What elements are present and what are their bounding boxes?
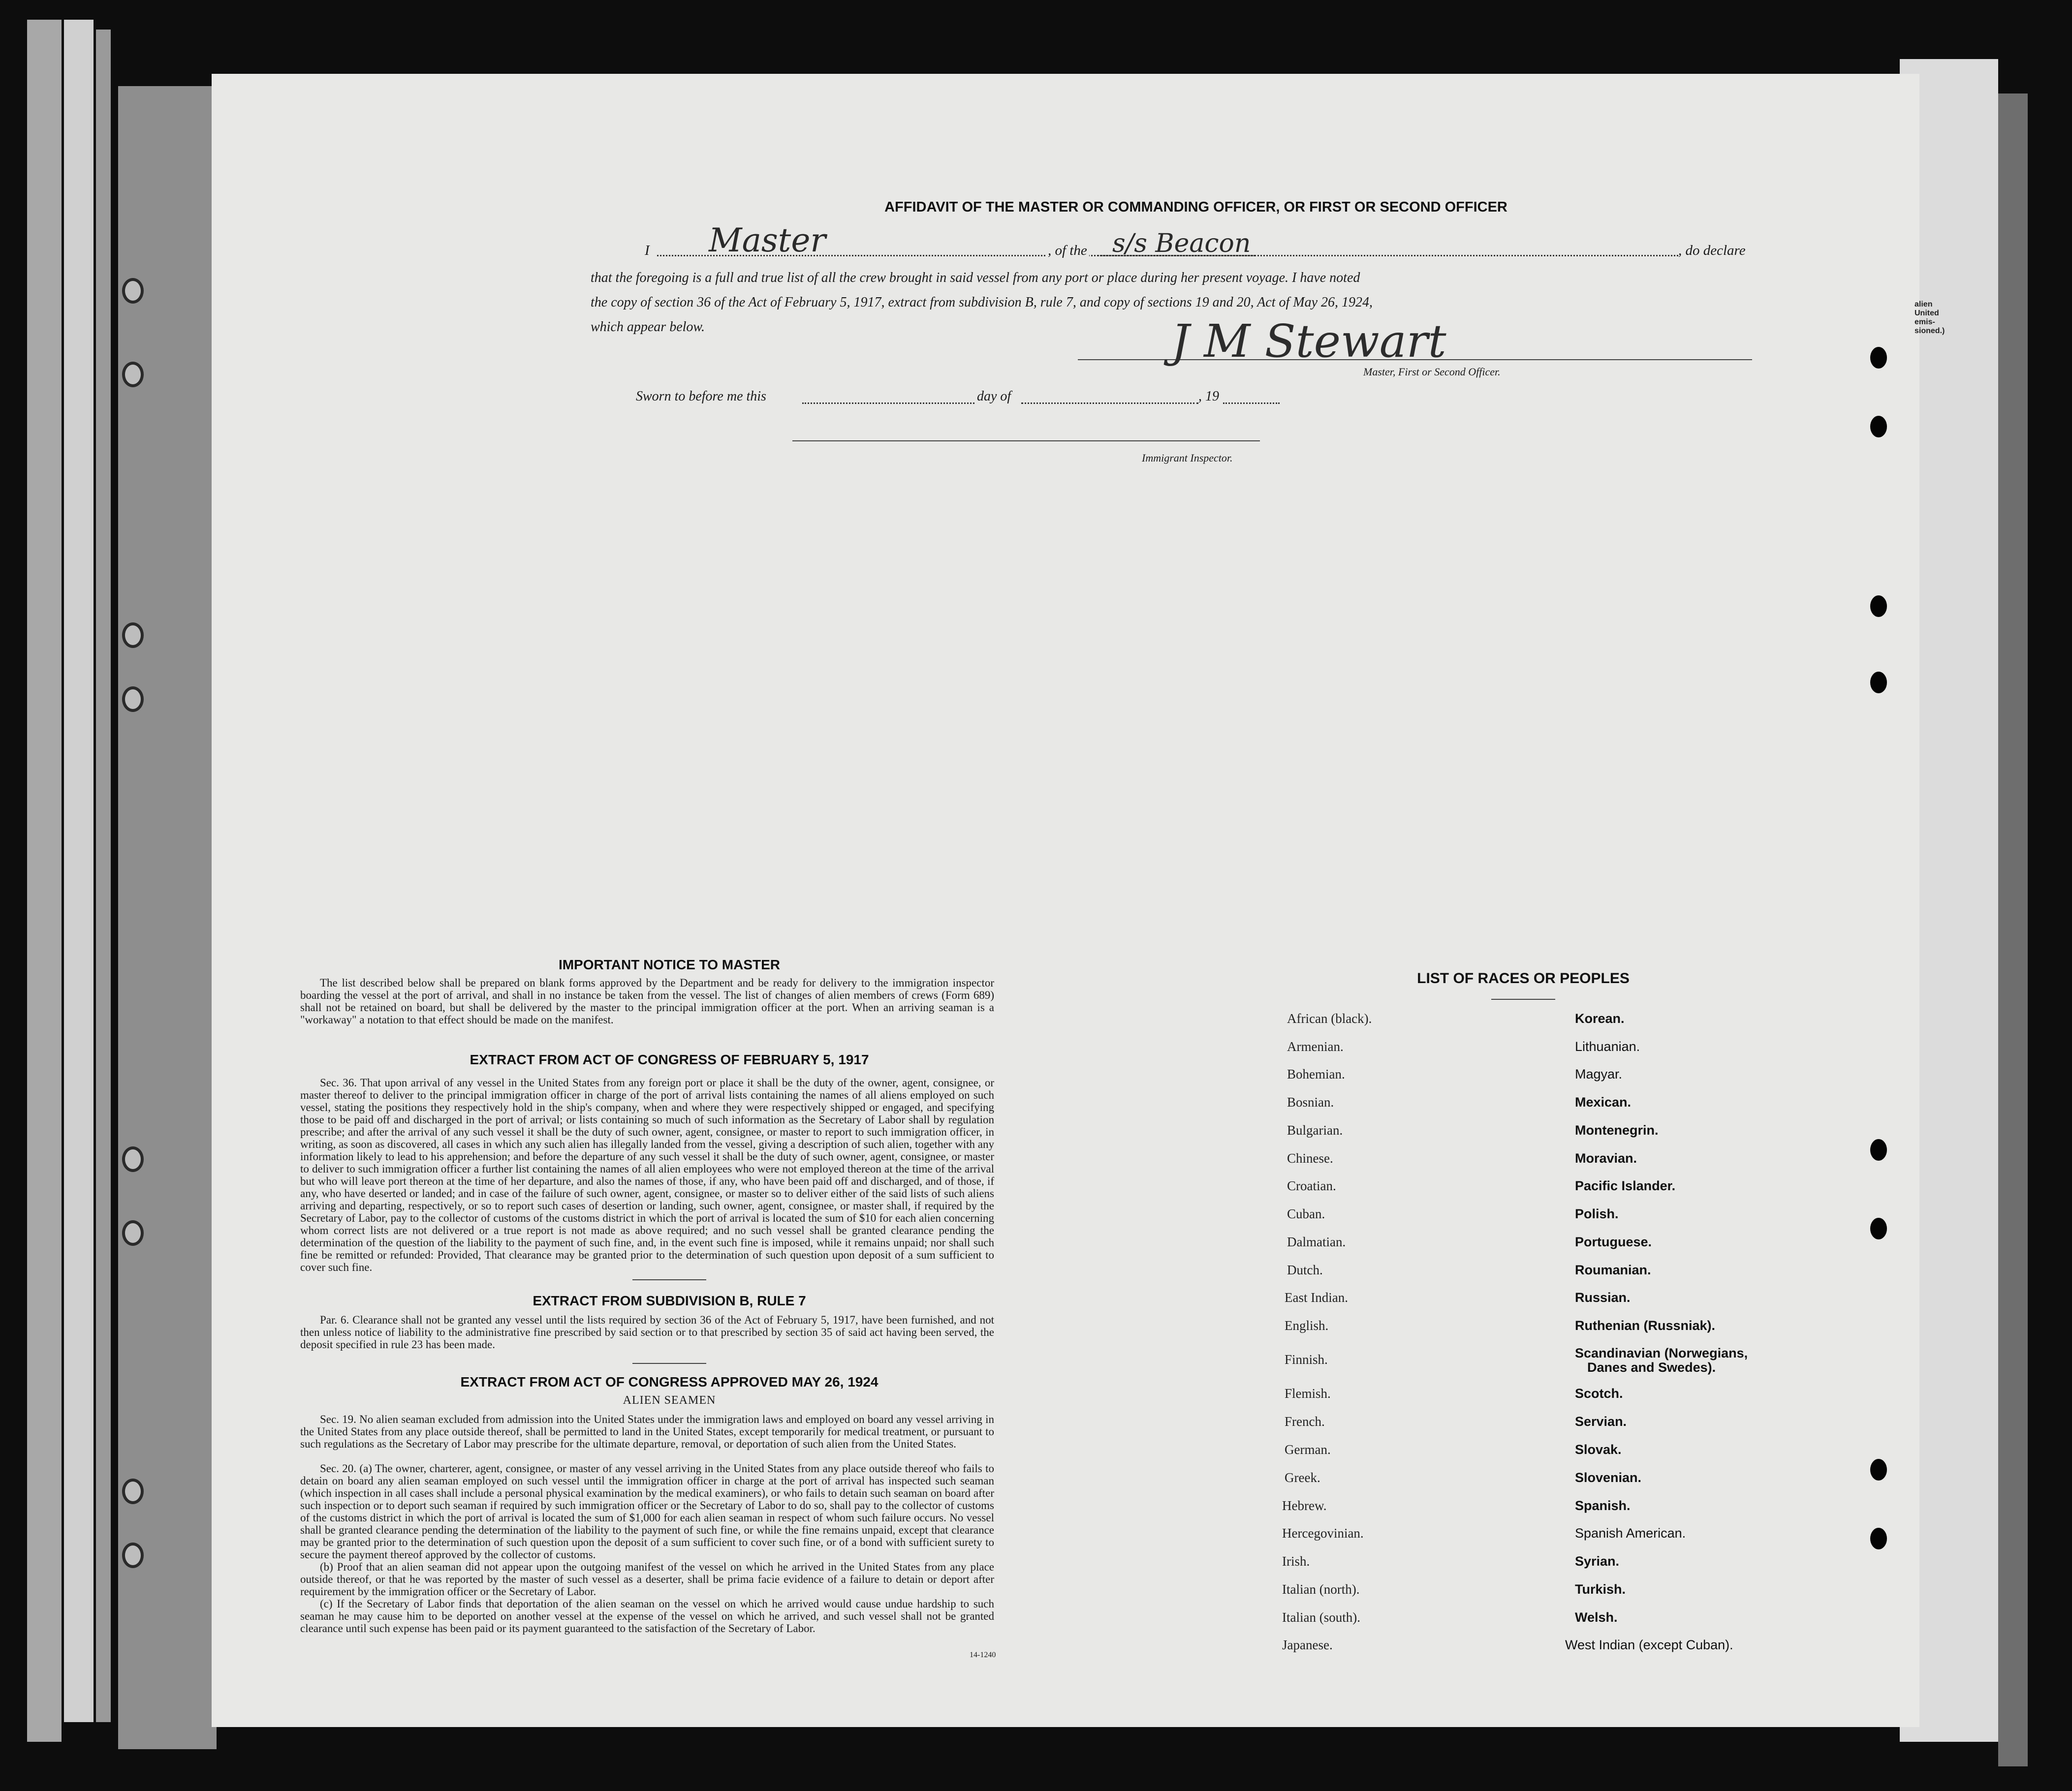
margin-note-line: emis- — [1915, 318, 1935, 326]
day-of-label: day of — [977, 389, 1011, 404]
race-item: Spanish. — [1575, 1498, 1631, 1513]
left-binder-strip — [96, 30, 111, 1722]
race-item: Slovak. — [1575, 1442, 1622, 1457]
sec20c-text: (c) If the Secretary of Labor finds that deportation of the alien seaman on the vessel on which he arrived would cause undue hardship to such seaman he may cause him to be deported on another vessel at the expense of the vessel on which he arrived, and such vessel shall not be granted clearance until such expense has been paid or its payment guaranteed to the satisfaction of the Secretary of Labor. — [300, 1598, 994, 1635]
binder-hole — [122, 1220, 144, 1246]
rule7-title: EXTRACT FROM SUBDIVISION B, RULE 7 — [533, 1293, 806, 1308]
binder-hole — [122, 362, 144, 387]
race-item: Lithuanian. — [1575, 1039, 1640, 1054]
margin-note-line: alien — [1915, 300, 1933, 309]
race-item: West Indian (except Cuban). — [1565, 1637, 1733, 1652]
affidavit-body-line-1: that the foregoing is a full and true list of all the crew brought in said vessel from any port or place during her present voyage. I have noted — [591, 270, 1360, 285]
notice-text: The list described below shall be prepared on blank forms approved by the Department and be ready for delivery to the immigration inspector boarding the vessel at the port of arrival, and shall in no instance be taken from the vessel. The list of changes of alien members of crews (Form 689) shall not be retained on board, but shall be delivered by the master to the principal immigration officer at the port. When an arriving seaman is a "workaway" a notation to that effect should be made on the manifest. — [300, 977, 994, 1026]
do-declare: , do declare — [1678, 243, 1746, 258]
race-item: Korean. — [1575, 1011, 1625, 1026]
race-item: Hercegovinian. — [1282, 1526, 1364, 1541]
race-item: Bohemian. — [1287, 1067, 1345, 1081]
punch-hole — [1870, 1528, 1887, 1549]
affidavit-title: AFFIDAVIT OF THE MASTER OR COMMANDING OFFICER, OR FIRST OR SECOND OFFICER — [884, 199, 1507, 215]
margin-note — [1915, 300, 1945, 336]
sworn-day-line — [802, 402, 974, 404]
binder-hole — [122, 1146, 144, 1172]
inspector-caption: Immigrant Inspector. — [1142, 452, 1233, 464]
race-item: East Indian. — [1285, 1290, 1348, 1305]
race-item: Moravian. — [1575, 1151, 1637, 1166]
section-divider — [632, 1279, 706, 1280]
form-number: 14-1240 — [970, 1651, 996, 1659]
margin-note-line: United — [1915, 309, 1939, 317]
alien-seamen-subtitle: ALIEN SEAMEN — [623, 1394, 716, 1407]
race-item: Servian. — [1575, 1414, 1627, 1429]
race-item: Turkish. — [1575, 1582, 1626, 1597]
i-label: I — [645, 243, 650, 258]
races-title: LIST OF RACES OR PEOPLES — [1417, 970, 1630, 987]
race-item: Russian. — [1575, 1290, 1631, 1305]
race-item: Finnish. — [1285, 1352, 1328, 1367]
race-item: Mexican. — [1575, 1095, 1632, 1110]
race-item: Roumanian. — [1575, 1263, 1651, 1277]
affidavit-page — [212, 74, 1919, 1727]
race-item: Bulgarian. — [1287, 1123, 1343, 1138]
race-item: Pacific Islander. — [1575, 1178, 1676, 1193]
race-item: Japanese. — [1282, 1637, 1333, 1652]
race-item: Armenian. — [1287, 1039, 1344, 1054]
race-item: German. — [1285, 1442, 1331, 1457]
race-item: Danes and Swedes). — [1587, 1360, 1716, 1375]
race-item: Scandinavian (Norwegians, — [1575, 1346, 1748, 1360]
affidavit-body-line-3: which appear below. — [591, 319, 705, 335]
rule7-text: Par. 6. Clearance shall not be granted any vessel until the lists required by section 36 of the Act of February 5, 1917, have been furnished, and not then unless notice of liability to the administrative fine prescribed by said section or to that prescribed by section 35 of said act having been served, the deposit specified in rule 23 has been made. — [300, 1314, 994, 1351]
race-item: Magyar. — [1575, 1067, 1623, 1081]
race-item: Italian (north). — [1282, 1582, 1360, 1597]
vessel-handwritten: s/s Beacon — [1112, 229, 1251, 258]
race-item: African (black). — [1287, 1011, 1372, 1026]
binder-hole — [122, 278, 144, 304]
race-item: Spanish American. — [1575, 1526, 1686, 1541]
sec19-text: Sec. 19. No alien seaman excluded from admission into the United States under the immigration laws and employed on board any vessel arriving in the United States from any place outside thereof, shall be permitted to land in the United States, except temporarily for medical treatment, or pursuant to such regulations as the Secretary of Labor may prescribe for the ultimate departure, removal, or deportation of such alien from the United States. — [300, 1413, 994, 1450]
left-binder-strip — [64, 20, 94, 1722]
race-item: Montenegrin. — [1575, 1123, 1659, 1138]
binder-hole — [122, 686, 144, 712]
race-item: Portuguese. — [1575, 1235, 1652, 1249]
affidavit-body-line-2: the copy of section 36 of the Act of February 5, 1917, extract from subdivision B, rule 7, and copy of sections 19 and 20, Act of May 26, 1924, — [591, 295, 1373, 310]
extract-1924-title: EXTRACT FROM ACT OF CONGRESS APPROVED MAY 26, 1924 — [460, 1374, 879, 1390]
punch-hole — [1870, 1459, 1887, 1481]
extract-1917-title: EXTRACT FROM ACT OF CONGRESS OF FEBRUARY 5, 1917 — [470, 1052, 869, 1067]
race-item: Ruthenian (Russniak). — [1575, 1318, 1716, 1333]
sworn-label: Sworn to before me this — [636, 389, 766, 404]
race-item: Italian (south). — [1282, 1610, 1360, 1625]
margin-note-line: sioned.) — [1915, 327, 1945, 335]
punch-hole — [1870, 347, 1887, 369]
race-item: Bosnian. — [1287, 1095, 1334, 1110]
races-title-rule — [1491, 999, 1555, 1000]
race-item: Croatian. — [1287, 1178, 1336, 1193]
year-label: , 19 — [1198, 389, 1219, 404]
section-divider — [632, 1363, 706, 1364]
binder-hole — [122, 622, 144, 648]
race-item: Hebrew. — [1282, 1498, 1327, 1513]
punch-hole — [1870, 672, 1887, 693]
race-item: Syrian. — [1575, 1554, 1620, 1569]
master-handwritten: Master — [709, 221, 826, 259]
race-item: Chinese. — [1287, 1151, 1333, 1166]
binder-hole — [122, 1479, 144, 1504]
race-item: Irish. — [1282, 1554, 1310, 1569]
signature-handwritten: J M Stewart — [1171, 315, 1446, 368]
of-the-label: , of the — [1046, 243, 1089, 259]
race-item: Scotch. — [1575, 1386, 1623, 1401]
sec20b-text: (b) Proof that an alien seaman did not appear upon the outgoing manifest of the vessel on which he arrived in the United States from any place outside thereof, or that he was reported by the master of such vessel as a deserter, shall be prima facie evidence of a failure to detain or deport after requirement by the immigration officer or the Secretary of Labor. — [300, 1561, 994, 1598]
race-item: Dutch. — [1287, 1263, 1323, 1277]
sec20a-text: Sec. 20. (a) The owner, charterer, agent, consignee, or master of any vessel arriving in the United States from any place outside thereof who fails to detain on board any alien seaman employed on such vessel until the immigration officer in charge at the port of arrival has inspected such seaman (which inspection in all cases shall include a personal physical examination by the medical examiners), or who fails to detain such seaman on board after such inspection or to deport such seaman if required by such immigration officer or the Secretary of Labor to do so, shall pay to the collector of customs of the customs district in which the port of arrival is located the sum of $1,000 for each alien seaman in respect of whom such failure occurs. No vessel shall be granted clearance pending the determination of the liability to the payment of such fine, or while the fine remains unpaid, except that clearance may be granted prior to the determination of such question upon the deposit of a sum sufficient to cover such fine, or of a bond with sufficient surety to secure the payment thereof approved by the collector of customs. — [300, 1462, 994, 1561]
extract-1917-text: Sec. 36. That upon arrival of any vessel in the United States from any foreign port or place it shall be the duty of the owner, agent, consignee, or master thereof to deliver to the principal immigration officer in charge of the port of arrival lists containing the names of all aliens employed on such vessel, stating the positions they respectively hold in the ship's company, when and where they were respectively shipped or engaged, and specifying those to be paid off and discharged in the port of arrival; or lists containing so much of such information as the Secretary of Labor shall by regulation prescribe; and after the arrival of any such vessel it shall be the duty of such owner, agent, consignee, or master to report to such immigration officer, in writing, as soon as discovered, all cases in which any such alien has illegally landed from the vessel, giving a description of such alien, together with any information likely to lead to his apprehension; and before the departure of any such vessel it shall be the duty of such owner, agent, consignee, or master to deliver to such immigration officer a further list containing the names of all alien employees who were not employed thereon at the time of the arrival but who will leave port thereon at the time of her departure, and also the names of those, if any, who have been paid off and discharged, and of those, if any, who have deserted or landed; and in case of the failure of such owner, agent, consignee, or master so to deliver either of the said lists of such aliens arriving and departing, respectively, or so to report such cases of desertion or landing, such owner, agent, consignee, or master shall, if required by the Secretary of Labor, pay to the collector of customs of the customs district in which the port of arrival is located the sum of $10 for each alien concerning whom correct lists are not delivered or a true report is not made as above required; and no such vessel shall be granted clearance pending the determination of the question of the liability to the payment of such fine, and, in the event such fine is imposed, while it remains unpaid; nor shall such fine be remitted or refunded: Provided, That clearance may be granted prior to the determination of such question upon deposit of a sum sufficient to cover such fine. — [300, 1077, 994, 1273]
race-item: Flemish. — [1285, 1386, 1331, 1401]
notice-title: IMPORTANT NOTICE TO MASTER — [558, 957, 781, 972]
binder-hole — [122, 1543, 144, 1568]
race-item: Slovenian. — [1575, 1470, 1642, 1485]
race-item: French. — [1285, 1414, 1325, 1429]
race-item: Dalmatian. — [1287, 1235, 1346, 1249]
race-item: Cuban. — [1287, 1206, 1325, 1221]
race-item: Greek. — [1285, 1470, 1320, 1485]
punch-hole — [1870, 595, 1887, 617]
punch-hole — [1870, 416, 1887, 437]
race-item: Polish. — [1575, 1206, 1619, 1221]
race-item: English. — [1285, 1318, 1329, 1333]
sworn-year-line — [1223, 402, 1280, 404]
signer-caption: Master, First or Second Officer. — [1363, 366, 1501, 378]
sworn-month-line — [1021, 402, 1198, 404]
punch-hole — [1870, 1139, 1887, 1161]
punch-hole — [1870, 1218, 1887, 1239]
race-item: Welsh. — [1575, 1610, 1618, 1625]
back-page-right-edge — [1998, 93, 2028, 1766]
left-binder-strip — [27, 20, 62, 1742]
inspector-line — [792, 440, 1260, 441]
